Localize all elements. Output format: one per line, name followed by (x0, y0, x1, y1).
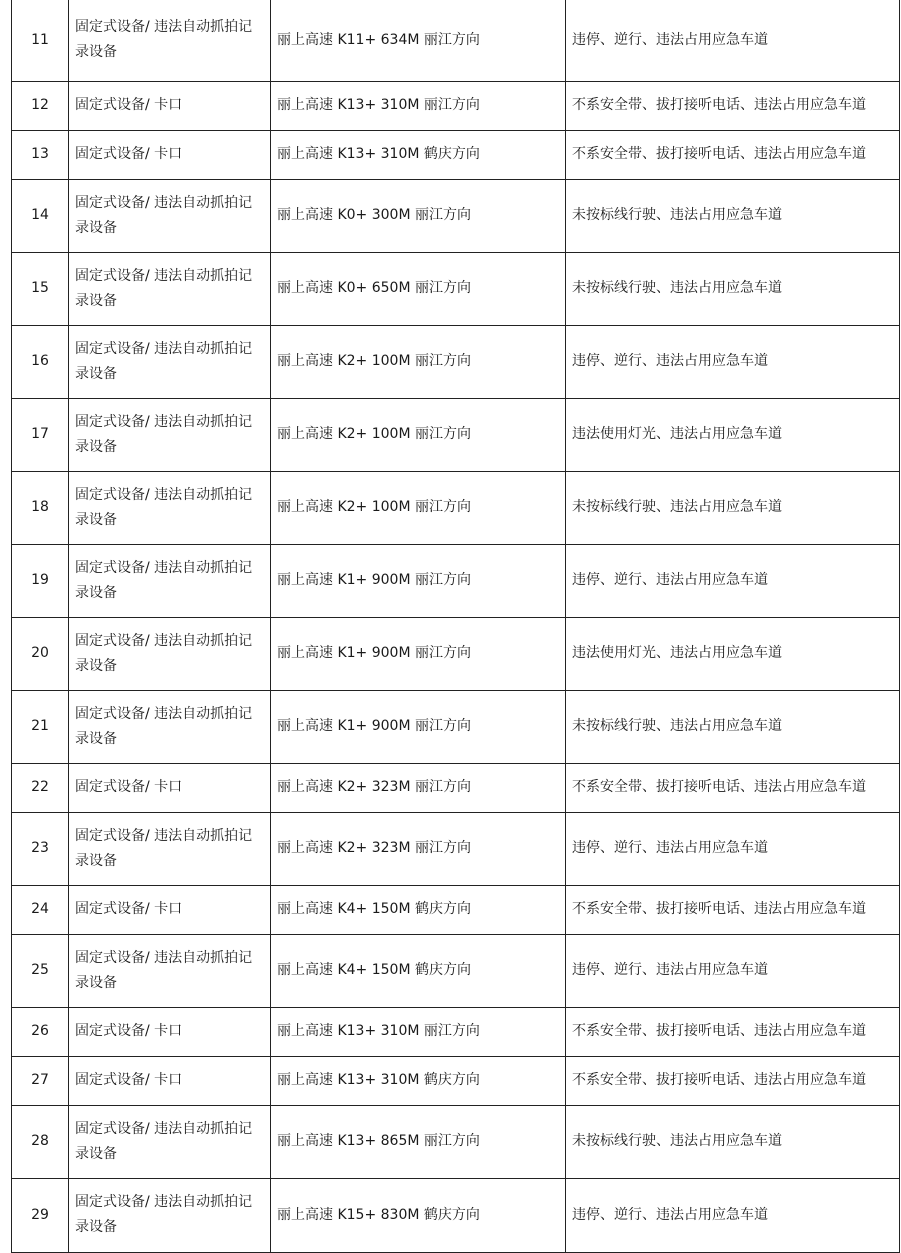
table-row (12, 763, 900, 812)
location-cell: 丽上高速 K15+ 830M 鹤庆方向 (271, 1178, 566, 1252)
violation-cell: 违法使用灯光、违法占用应急车道 (566, 398, 900, 471)
violation-cell: 未按标线行驶、违法占用应急车道 (566, 252, 900, 325)
device-type-cell: 固定式设备/ 违法自动抓拍记录设备 (69, 1178, 271, 1252)
location-cell: 丽上高速 K13+ 865M 丽江方向 (271, 1105, 566, 1178)
row-number: 17 (12, 398, 69, 471)
table-body (12, 0, 900, 1252)
device-type-cell: 固定式设备/ 违法自动抓拍记录设备 (69, 812, 271, 885)
device-table (11, 0, 900, 1253)
table-row (12, 544, 900, 617)
location-cell: 丽上高速 K2+ 323M 丽江方向 (271, 812, 566, 885)
location-cell: 丽上高速 K13+ 310M 鹤庆方向 (271, 1056, 566, 1105)
violation-cell: 未按标线行驶、违法占用应急车道 (566, 690, 900, 763)
location-cell: 丽上高速 K2+ 323M 丽江方向 (271, 763, 566, 812)
row-number: 12 (12, 81, 69, 130)
row-number: 19 (12, 544, 69, 617)
row-number: 28 (12, 1105, 69, 1178)
device-type-cell: 固定式设备/ 违法自动抓拍记录设备 (69, 0, 271, 81)
device-type-cell: 固定式设备/ 卡口 (69, 885, 271, 934)
location-cell: 丽上高速 K0+ 650M 丽江方向 (271, 252, 566, 325)
table-row (12, 81, 900, 130)
device-type-cell: 固定式设备/ 卡口 (69, 1056, 271, 1105)
device-type-cell: 固定式设备/ 违法自动抓拍记录设备 (69, 398, 271, 471)
table-row (12, 1007, 900, 1056)
violation-cell: 不系安全带、拔打接听电话、违法占用应急车道 (566, 1007, 900, 1056)
violation-cell: 未按标线行驶、违法占用应急车道 (566, 1105, 900, 1178)
violation-cell: 违停、逆行、违法占用应急车道 (566, 544, 900, 617)
violation-cell: 未按标线行驶、违法占用应急车道 (566, 179, 900, 252)
row-number: 23 (12, 812, 69, 885)
row-number: 16 (12, 325, 69, 398)
device-type-cell: 固定式设备/ 违法自动抓拍记录设备 (69, 252, 271, 325)
location-cell: 丽上高速 K13+ 310M 鹤庆方向 (271, 130, 566, 179)
row-number: 15 (12, 252, 69, 325)
device-type-cell: 固定式设备/ 卡口 (69, 763, 271, 812)
violation-cell: 未按标线行驶、违法占用应急车道 (566, 471, 900, 544)
location-cell: 丽上高速 K1+ 900M 丽江方向 (271, 617, 566, 690)
location-cell: 丽上高速 K4+ 150M 鹤庆方向 (271, 934, 566, 1007)
location-cell: 丽上高速 K11+ 634M 丽江方向 (271, 0, 566, 81)
violation-cell: 违停、逆行、违法占用应急车道 (566, 325, 900, 398)
violation-cell: 不系安全带、拔打接听电话、违法占用应急车道 (566, 885, 900, 934)
violation-cell: 违停、逆行、违法占用应急车道 (566, 1178, 900, 1252)
row-number: 18 (12, 471, 69, 544)
table-row (12, 325, 900, 398)
device-type-cell: 固定式设备/ 违法自动抓拍记录设备 (69, 471, 271, 544)
violation-cell: 不系安全带、拔打接听电话、违法占用应急车道 (566, 81, 900, 130)
table-row (12, 934, 900, 1007)
table-row (12, 398, 900, 471)
device-type-cell: 固定式设备/ 违法自动抓拍记录设备 (69, 544, 271, 617)
violation-cell: 违法使用灯光、违法占用应急车道 (566, 617, 900, 690)
table-row (12, 130, 900, 179)
row-number: 21 (12, 690, 69, 763)
device-type-cell: 固定式设备/ 卡口 (69, 81, 271, 130)
location-cell: 丽上高速 K2+ 100M 丽江方向 (271, 471, 566, 544)
table-row (12, 1105, 900, 1178)
location-cell: 丽上高速 K2+ 100M 丽江方向 (271, 398, 566, 471)
device-type-cell: 固定式设备/ 违法自动抓拍记录设备 (69, 690, 271, 763)
device-type-cell: 固定式设备/ 违法自动抓拍记录设备 (69, 325, 271, 398)
violation-cell: 违停、逆行、违法占用应急车道 (566, 0, 900, 81)
violation-cell: 违停、逆行、违法占用应急车道 (566, 934, 900, 1007)
location-cell: 丽上高速 K2+ 100M 丽江方向 (271, 325, 566, 398)
table-row (12, 812, 900, 885)
row-number: 27 (12, 1056, 69, 1105)
row-number: 13 (12, 130, 69, 179)
location-cell: 丽上高速 K13+ 310M 丽江方向 (271, 1007, 566, 1056)
violation-cell: 不系安全带、拔打接听电话、违法占用应急车道 (566, 763, 900, 812)
table-row (12, 179, 900, 252)
device-type-cell: 固定式设备/ 卡口 (69, 130, 271, 179)
device-type-cell: 固定式设备/ 违法自动抓拍记录设备 (69, 1105, 271, 1178)
row-number: 25 (12, 934, 69, 1007)
device-type-cell: 固定式设备/ 卡口 (69, 1007, 271, 1056)
row-number: 29 (12, 1178, 69, 1252)
location-cell: 丽上高速 K0+ 300M 丽江方向 (271, 179, 566, 252)
table-row (12, 617, 900, 690)
row-number: 14 (12, 179, 69, 252)
device-type-cell: 固定式设备/ 违法自动抓拍记录设备 (69, 179, 271, 252)
row-number: 22 (12, 763, 69, 812)
table-row (12, 1178, 900, 1252)
row-number: 20 (12, 617, 69, 690)
row-number: 24 (12, 885, 69, 934)
row-number: 11 (12, 0, 69, 81)
table-row (12, 1056, 900, 1105)
violation-cell: 不系安全带、拔打接听电话、违法占用应急车道 (566, 130, 900, 179)
location-cell: 丽上高速 K1+ 900M 丽江方向 (271, 690, 566, 763)
violation-cell: 不系安全带、拔打接听电话、违法占用应急车道 (566, 1056, 900, 1105)
device-type-cell: 固定式设备/ 违法自动抓拍记录设备 (69, 934, 271, 1007)
row-number: 26 (12, 1007, 69, 1056)
table-row (12, 252, 900, 325)
location-cell: 丽上高速 K1+ 900M 丽江方向 (271, 544, 566, 617)
table-row (12, 471, 900, 544)
location-cell: 丽上高速 K13+ 310M 丽江方向 (271, 81, 566, 130)
table-row (12, 0, 900, 81)
location-cell: 丽上高速 K4+ 150M 鹤庆方向 (271, 885, 566, 934)
violation-cell: 违停、逆行、违法占用应急车道 (566, 812, 900, 885)
table-row (12, 690, 900, 763)
table-row (12, 885, 900, 934)
device-type-cell: 固定式设备/ 违法自动抓拍记录设备 (69, 617, 271, 690)
